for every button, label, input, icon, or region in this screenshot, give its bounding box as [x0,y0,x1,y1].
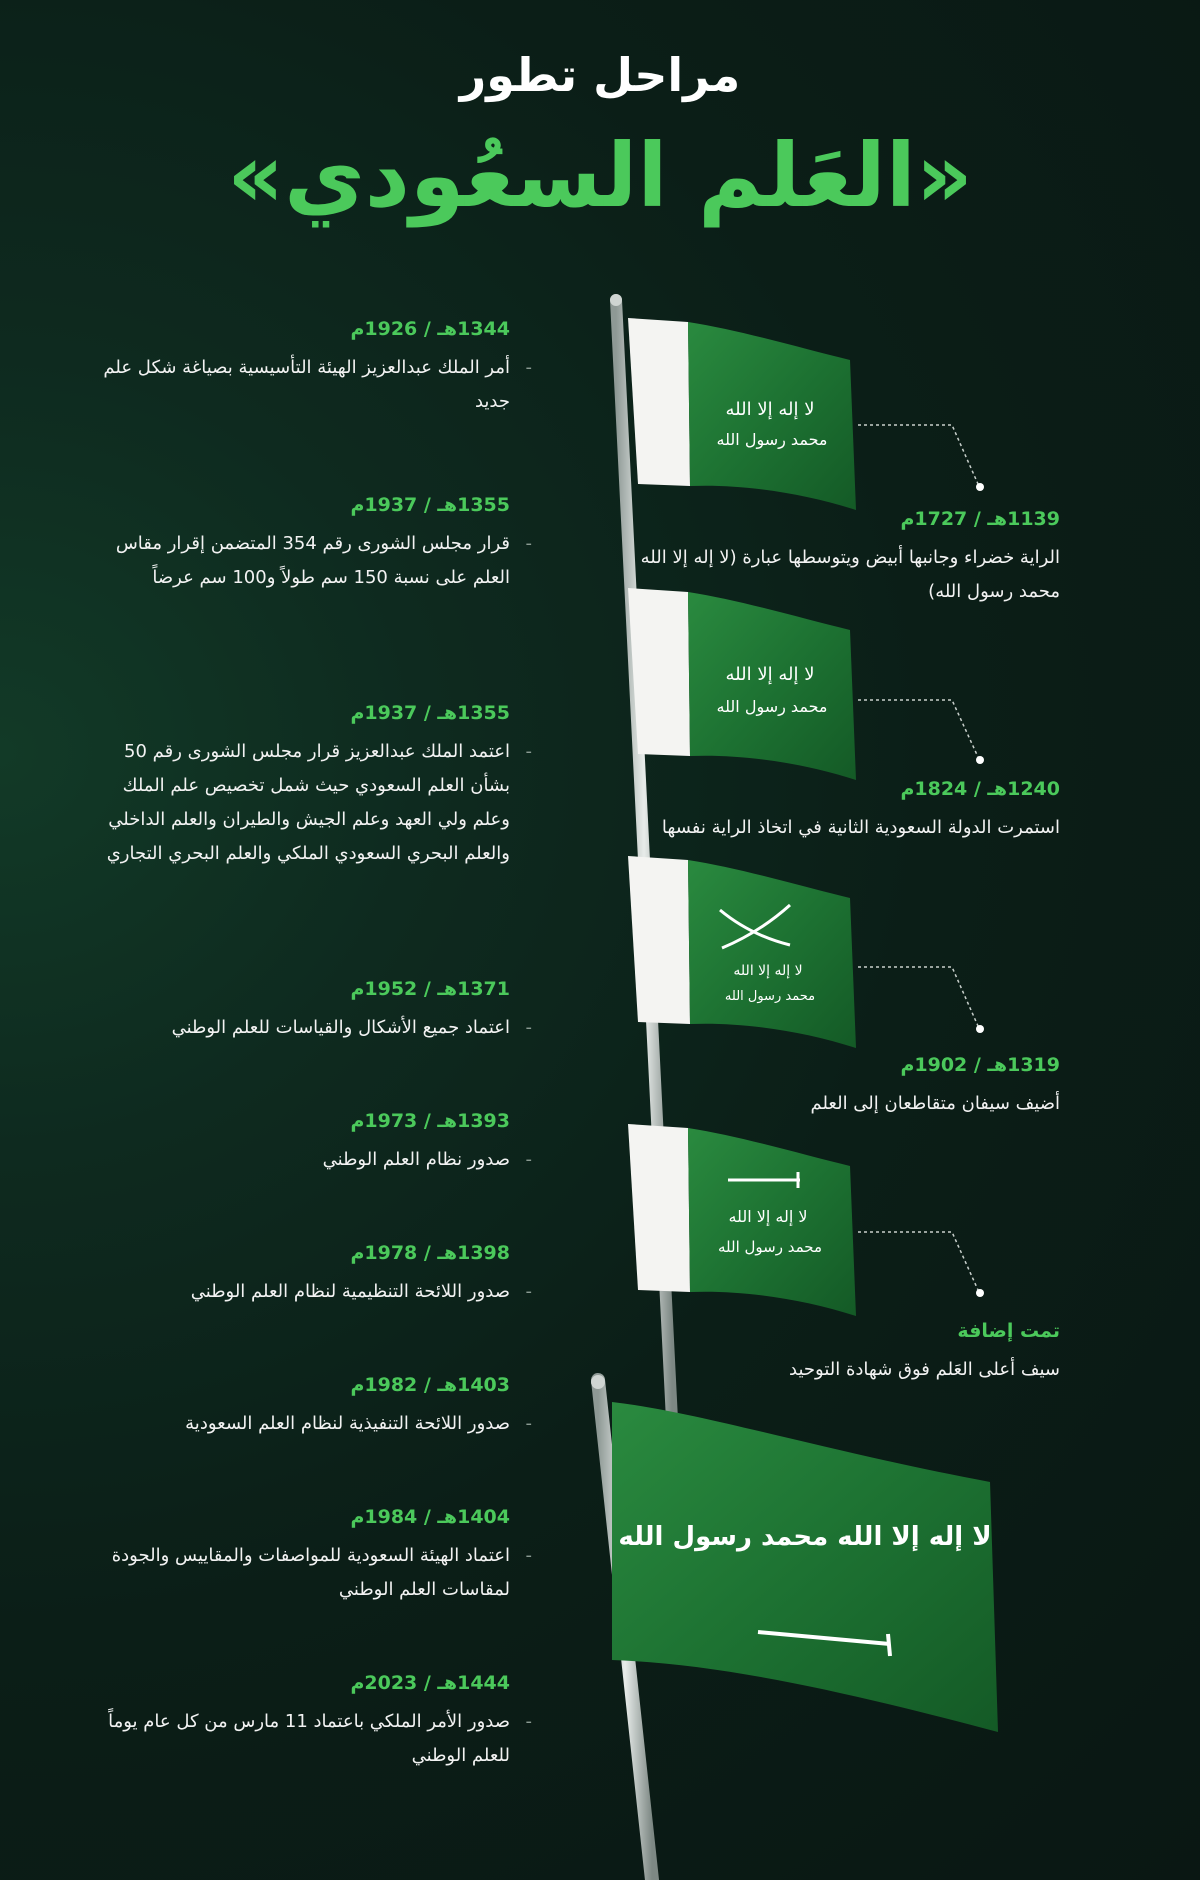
timeline-item-1973 [100,1110,510,1177]
timeline-text: سيف أعلى العَلم فوق شهادة التوحيد [789,1358,1060,1380]
timeline-text: الراية خضراء وجانبها أبيض ويتوسطها عبارة (لا إله إلا الله محمد رسول الله) [640,546,1060,602]
flag-1727 [628,318,856,510]
flag-3-shahada-line1: لا إله إلا الله [733,963,803,979]
timeline-date: 1444هـ / 2023م [350,1672,510,1694]
timeline-item-1978 [100,1242,510,1309]
flag-4-shahada-line2: محمد رسول الله [717,1238,823,1256]
timeline-text: - اعتمد الملك عبدالعزيز قرار مجلس الشورى رقم 50 بشأن العلم السعودي حيث شمل تخصيص علم الملك وعلم ولي العهد وعلم الجيش والطيران والعلم الداخلي والعلم البحري السعودي الملكي والعلم البحري التجاري [100,735,510,872]
flag-1902 [628,856,856,1048]
timeline-item-1937-b [100,702,510,872]
timeline-date: تمت إضافة [957,1320,1060,1342]
timeline-item-1937-a [100,494,510,595]
subtitle: مراحل تطور [459,48,741,102]
timeline-date: 1398هـ / 1978م [350,1242,510,1264]
flag-1824 [628,588,856,780]
timeline-item-1902 [620,1054,1060,1121]
flag-2-shahada-line2: محمد رسول الله [716,697,828,716]
timeline-item-1824 [620,778,1060,845]
flag-2-shahada-line1: لا إله إلا الله [725,664,815,685]
timeline-text: أضيف سيفان متقاطعان إلى العلم [810,1092,1060,1114]
timeline-date: 1393هـ / 1973م [350,1110,510,1132]
flag-4-shahada-line1: لا إله إلا الله [728,1207,808,1226]
timeline-text: - صدور الأمر الملكي باعتماد 11 مارس من كل عام يوماً للعلم الوطني [100,1705,510,1773]
timeline-text: - أمر الملك عبدالعزيز الهيئة التأسيسية بصياغة شكل علم جديد [100,351,510,419]
timeline-date: 1319هـ / 1902م [900,1054,1060,1076]
timeline-text: - اعتماد جميع الأشكال والقياسات للعلم الوطني [100,1011,510,1045]
timeline-item-1727 [620,508,1060,609]
timeline-date: 1404هـ / 1984م [350,1506,510,1528]
timeline-date: 1355هـ / 1937م [350,494,510,516]
timeline-item-2023 [100,1672,510,1773]
timeline-date: 1344هـ / 1926م [350,318,510,340]
timeline-date: 1371هـ / 1952م [350,978,510,1000]
timeline-date: 1240هـ / 1824م [900,778,1060,800]
timeline-item-sword-added [620,1320,1060,1387]
timeline-text: - قرار مجلس الشورى رقم 354 المتضمن إقرار مقاس العلم على نسبة 150 سم طولاً و100 سم عرضاً [100,527,510,595]
flag-1-shahada-line2: محمد رسول الله [716,430,828,449]
timeline-item-1926 [100,318,510,419]
timeline-date: 1403هـ / 1982م [350,1374,510,1396]
page-title: «العَلم السعُودي» [227,124,973,227]
timeline-item-1952 [100,978,510,1045]
flag-5-shahada: لا إله إلا الله محمد رسول الله [618,1522,992,1552]
timeline-item-1984 [100,1506,510,1607]
flag-3-shahada-line2: محمد رسول الله [724,989,816,1004]
timeline-text: - صدور نظام العلم الوطني [100,1143,510,1177]
timeline-text: - اعتماد الهيئة السعودية للمواصفات والمقاييس والجودة لمقاسات العلم الوطني [100,1539,510,1607]
timeline-item-1982 [100,1374,510,1441]
timeline-text: - صدور اللائحة التنفيذية لنظام العلم السعودية [100,1407,510,1441]
flag-current [612,1402,998,1732]
timeline-text: استمرت الدولة السعودية الثانية في اتخاذ الراية نفسها [661,816,1060,838]
timeline-date: 1355هـ / 1937م [350,702,510,724]
flag-sword-added [628,1124,856,1316]
timeline-text: - صدور اللائحة التنظيمية لنظام العلم الوطني [100,1275,510,1309]
timeline-date: 1139هـ / 1727م [900,508,1060,530]
flag-1-shahada-line1: لا إله إلا الله [725,399,815,420]
